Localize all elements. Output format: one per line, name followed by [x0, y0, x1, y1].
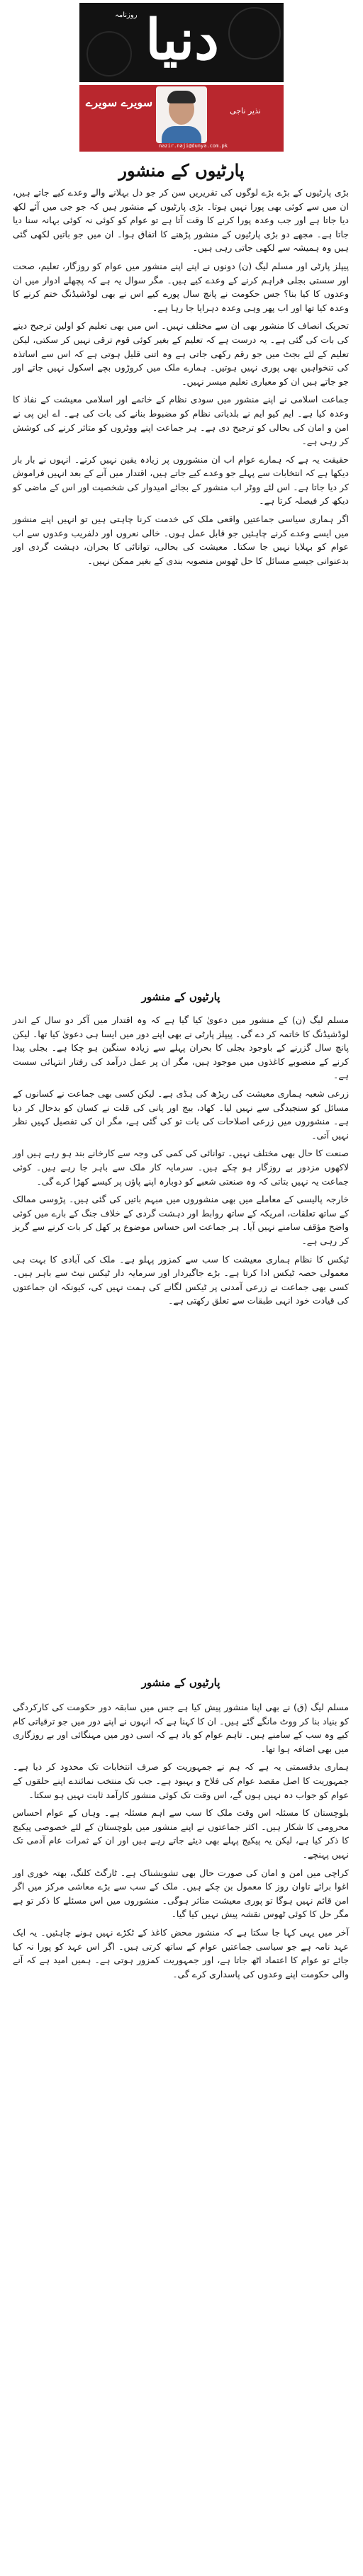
paragraph: خارجہ پالیسی کے معاملے میں بھی منشوروں میں مبہم باتیں کی گئی ہیں۔ پڑوسی ممالک کے ساتھ تعلقات، امریکہ کے ساتھ روابط اور دہشت گردی کے خلاف جنگ کے بارے میں کوئی واضح مؤقف سامنے نہیں آیا۔ ہر جماعت اس حساس موضوع پر کھل کر بات کرنے سے گریز کر رہی ہے۔: [13, 1194, 349, 1246]
paragraph: حقیقت یہ ہے کہ ہمارے عوام اب ان منشوروں پر زیادہ یقین نہیں کرتے۔ انہوں نے بار بار دیکھا ہے کہ انتخابات سے پہلے جو وعدے کیے جاتے ہیں، اقتدار میں آنے کے بعد انہیں فراموش کر دیا جاتا ہے۔ اس لئے ووٹر اب منشور کے بجائے امیدوار کی شخصیت اور اس کے ماضی کو دیکھ کر فیصلہ کرتا ہے۔: [13, 453, 349, 507]
paragraph: مسلم لیگ (ن) کے منشور میں دعویٰ کیا گیا ہے کہ وہ اقتدار میں آکر دو سال کے اندر لوڈشیڈنگ کا خاتمہ کر دے گی۔ پیپلز پارٹی نے بھی اپنے دور میں ایسا ہی دعویٰ کیا تھا۔ لیکن پانچ سال گزرنے کے باوجود بجلی کا بحران پہلے سے زیادہ سنگین ہو چکا ہے۔ بجلی پیدا کرنے کے منصوبے کاغذوں میں موجود ہیں، مگر ان پر عمل درآمد کی رفتار انتہائی سست ہے۔: [13, 1015, 349, 1081]
section-subheading: پارٹیوں کے منشور: [141, 990, 220, 1003]
columnist-email: nazir.naji@dunya.com.pk: [159, 143, 228, 149]
paragraph: کراچی میں امن و امان کی صورت حال بھی تشویشناک ہے۔ ٹارگٹ کلنگ، بھتہ خوری اور اغوا برائے تاوان روز کا معمول بن چکے ہیں۔ ملک کے سب سے بڑے معاشی مرکز میں اگر امن قائم نہیں ہوگا تو پوری معیشت متاثر ہوگی۔ منشوروں میں اس مسئلے کا ذکر تو ہے مگر حل کا کوئی ٹھوس نقشہ پیش نہیں کیا گیا۔: [13, 1867, 349, 1920]
article-body-section-c: [13, 1700, 349, 1985]
newspaper-logo: دنیا: [145, 8, 219, 72]
paragraph: تحریک انصاف کا منشور بھی ان سے مختلف نہیں۔ اس میں بھی تعلیم کو اولین ترجیح دینے کی بات کی گئی ہے۔ یہ درست ہے کہ تعلیم کے بغیر کوئی قوم ترقی نہیں کر سکتی، لیکن تعلیم کے لئے بجٹ میں جو رقم رکھی جاتی ہے وہ اتنی قلیل ہوتی ہے کہ اس سے اساتذہ کی تنخواہیں بھی پوری نہیں ہوتیں۔ ہمارے ملک میں کروڑوں بچے اسکول نہیں جاتے اور جو جاتے ہیں ان کو معیاری تعلیم میسر نہیں۔: [13, 320, 349, 387]
photo-hair: [167, 91, 196, 103]
masthead-subtitle: روزنامہ: [115, 11, 138, 19]
paragraph: بلوچستان کا مسئلہ اس وقت ملک کا سب سے اہم مسئلہ ہے۔ وہاں کے عوام احساس محرومی کا شکار ہیں۔ اکثر جماعتوں نے اپنے منشور میں بلوچستان کے لئے خصوصی پیکیج کا ذکر کیا ہے، لیکن یہ پیکیج پہلے بھی دیئے جاتے رہے ہیں اور ان کے ثمرات عام آدمی تک نہیں پہنچے۔: [13, 1807, 349, 1860]
paragraph: مسلم لیگ (ق) نے بھی اپنا منشور پیش کیا ہے جس میں سابقہ دور حکومت کی کارکردگی کو بنیاد بنا کر ووٹ مانگے گئے ہیں۔ ان کا کہنا ہے کہ انہوں نے اپنے دور میں جو ترقیاتی کام کیے وہ سب کے سامنے ہیں۔ تاہم عوام کو یاد ہے کہ اسی دور میں مہنگائی اور بے روزگاری میں بھی اضافہ ہوا تھا۔: [13, 1702, 349, 1754]
section-subheading: پارٹیوں کے منشور: [141, 1676, 220, 1689]
paragraph: جماعت اسلامی نے اپنے منشور میں سودی نظام کے خاتمے اور اسلامی معیشت کے نفاذ کا وعدہ کیا ہے۔ ایم کیو ایم نے بلدیاتی نظام کو مضبوط بنانے کی بات کی ہے۔ اے این پی نے امن و امان کی بحالی کو ترجیح دی ہے۔ ہر جماعت اپنے ووٹروں کو متاثر کرنے کی کوشش کر رہی ہے۔: [13, 394, 349, 447]
paragraph: صنعت کا حال بھی مختلف نہیں۔ توانائی کی کمی کی وجہ سے کارخانے بند ہو رہے ہیں اور لاکھوں مزدور بے روزگار ہو چکے ہیں۔ سرمایہ کار ملک سے باہر جا رہے ہیں۔ کوئی جماعت یہ نہیں بتاتی کہ وہ صنعتی شعبے کو دوبارہ اپنے پاؤں پر کیسے کھڑا کرے گی۔: [13, 1148, 349, 1187]
columnist-banner: [79, 85, 284, 152]
article-body-section-a: [13, 186, 349, 572]
newspaper-masthead: [79, 3, 284, 82]
paragraph: بڑی پارٹیوں کے بڑے بڑے لوگوں کی تقریریں سن کر جو دل بہلانے والے وعدے کیے جاتے ہیں، ان میں سے کوئی بھی پورا نہیں ہوتا۔ بڑی پارٹیوں کے منشور ہیں کہ جو جی میں آئے لکھ دیا جاتا ہے اور جب وعدہ پورا کرنے کا وقت آتا ہے تو عوام کو کوئی نہ کوئی بہانہ سنا دیا جاتا ہے۔ مجھے دو بڑی پارٹیوں کے منشور پڑھنے کا اتفاق ہوا۔ ان میں جو باتیں لکھی گئی ہیں وہ ہمیشہ سے لکھی جاتی رہی ہیں۔: [13, 187, 349, 254]
columnist-photo: [156, 86, 207, 143]
photo-shirt: [162, 126, 201, 143]
paragraph: ٹیکس کا نظام ہماری معیشت کا سب سے کمزور پہلو ہے۔ ملک کی آبادی کا بہت ہی معمولی حصہ ٹیکس ادا کرتا ہے۔ بڑے جاگیردار اور سرمایہ دار ٹیکس نیٹ سے باہر ہیں۔ کسی بھی جماعت نے زرعی آمدنی پر ٹیکس لگانے کی ہمت نہیں کی، کیونکہ ان جماعتوں کی قیادت خود انہی طبقات سے تعلق رکھتی ہے۔: [13, 1253, 349, 1306]
article-headline: پارٹیوں کے منشور: [118, 160, 245, 181]
paragraph: زرعی شعبہ ہماری معیشت کی ریڑھ کی ہڈی ہے۔ لیکن کسی بھی جماعت نے کسانوں کے مسائل کو سنجیدگی سے نہیں لیا۔ کھاد، بیج اور پانی کی قلت نے کسان کو بدحال کر دیا ہے۔ منشوروں میں زرعی اصلاحات کی بات تو کی گئی ہے، مگر ان کی تفصیل کہیں نظر نہیں آتی۔: [13, 1088, 349, 1141]
paragraph: پیپلز پارٹی اور مسلم لیگ (ن) دونوں نے اپنے اپنے منشور میں عوام کو روزگار، تعلیم، صحت اور سستی بجلی فراہم کرنے کے وعدے کیے ہیں۔ مگر سوال یہ ہے کہ پچھلے ادوار میں ان وعدوں کا کیا بنا؟ جس حکومت نے پانچ سال پورے کیے اس نے بھی لوڈشیڈنگ ختم کرنے کا وعدہ کیا تھا اور اب پھر وہی وعدہ دہرایا جا رہا ہے۔: [13, 260, 349, 313]
paragraph: ہماری بدقسمتی یہ ہے کہ ہم نے جمہوریت کو صرف انتخابات تک محدود کر دیا ہے۔ جمہوریت کا اصل مقصد عوام کی فلاح و بہبود ہے۔ جب تک منتخب نمائندے اپنے حلقوں کے عوام کو جواب دہ نہیں ہوں گے، اس وقت تک کوئی منشور کارآمد ثابت نہیں ہو سکتا۔: [13, 1761, 349, 1800]
article-body-section-b: [13, 1013, 349, 1312]
column-name: سویرے سویرے: [85, 96, 153, 109]
paragraph: اگر ہماری سیاسی جماعتیں واقعی ملک کی خدمت کرنا چاہتی ہیں تو انہیں اپنے منشور میں ایسے وعدے کرنے چاہئیں جو قابل عمل ہوں۔ خالی نعروں اور دلفریب وعدوں سے اب عوام کو بہلایا نہیں جا سکتا۔ معیشت کی بحالی، توانائی کا بحران، دہشت گردی اور بدعنوانی جیسے مسائل کا حل ٹھوس منصوبہ بندی کے بغیر ممکن نہیں۔: [13, 514, 349, 566]
paragraph: آخر میں یہی کہا جا سکتا ہے کہ منشور محض کاغذ کے ٹکڑے نہیں ہونے چاہئیں۔ یہ ایک عہد نامہ ہے جو سیاسی جماعتیں عوام کے ساتھ کرتی ہیں۔ اگر اس عہد کو پورا نہ کیا جائے تو عوام کا اعتماد اٹھ جاتا ہے، اور جمہوریت کمزور ہوتی ہے۔ ہمیں امید ہے کہ آنے والی حکومت اپنے وعدوں کی پاسداری کرے گی۔: [13, 1926, 349, 1979]
columnist-name: نذیر ناجی: [230, 106, 261, 115]
